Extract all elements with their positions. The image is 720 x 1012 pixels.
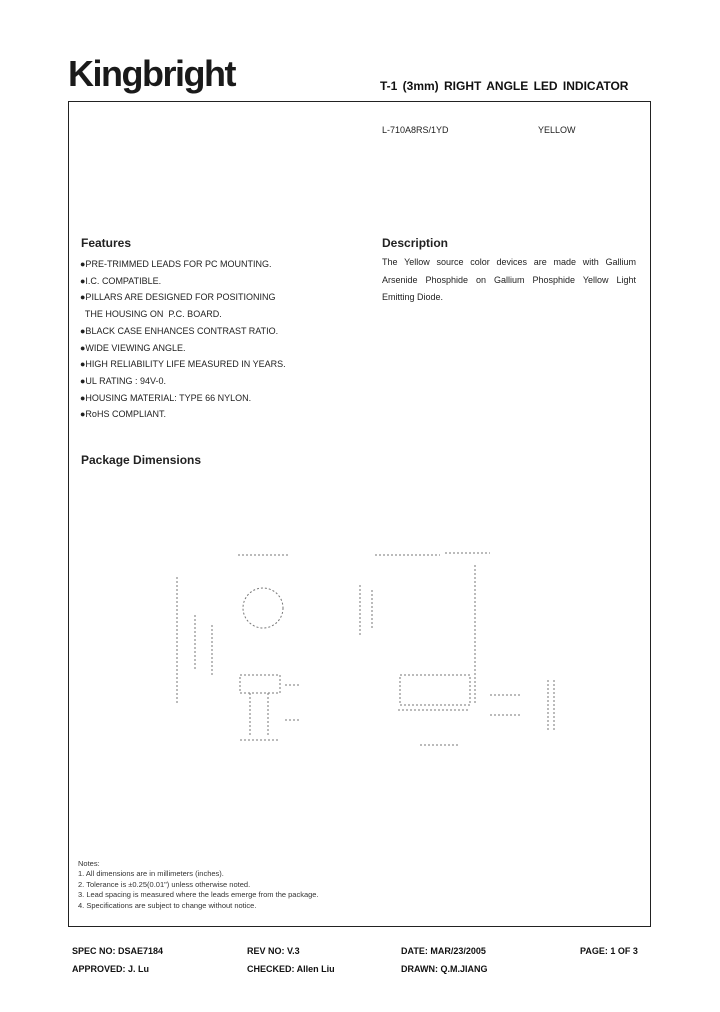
- feature-item: ●BLACK CASE ENHANCES CONTRAST RATIO.: [80, 325, 279, 336]
- content-frame: [68, 101, 651, 927]
- note-item: 4. Specifications are subject to change without notice.: [78, 900, 257, 910]
- document-title: T-1 (3mm) RIGHT ANGLE LED INDICATOR: [380, 79, 629, 93]
- feature-item: THE HOUSING ON P.C. BOARD.: [80, 309, 222, 320]
- description-heading: Description: [382, 236, 449, 250]
- part-color: YELLOW: [538, 125, 576, 135]
- feature-item: ●WIDE VIEWING ANGLE.: [80, 342, 186, 353]
- revision-number: REV NO: V.3: [247, 946, 300, 956]
- document-date: DATE: MAR/23/2005: [401, 946, 486, 956]
- feature-item: ●HIGH RELIABILITY LIFE MEASURED IN YEARS.: [80, 359, 286, 370]
- notes-block: [78, 859, 319, 911]
- feature-item: ●RoHS COMPLIANT.: [80, 409, 166, 420]
- feature-item: ●I.C. COMPATIBLE.: [80, 275, 162, 286]
- features-heading: Features: [81, 236, 132, 250]
- brand-logo: Kingbright: [68, 53, 235, 94]
- drawn-by: DRAWN: Q.M.JIANG: [401, 964, 488, 974]
- description-text: The Yellow source color devices are made with Gallium Arsenide Phosphide on Gallium Phosphide Yellow Light Emitting Diode.: [382, 257, 636, 302]
- feature-item: ●PILLARS ARE DESIGNED FOR POSITIONING: [80, 292, 276, 303]
- package-dimensions-drawing: [150, 535, 580, 775]
- notes-heading: Notes:: [78, 859, 100, 868]
- checked-by: CHECKED: Allen Liu: [247, 964, 335, 974]
- note-item: 3. Lead spacing is measured where the leads emerge from the package.: [78, 890, 319, 900]
- spec-number: SPEC NO: DSAE7184: [72, 946, 164, 956]
- features-list: [80, 256, 370, 423]
- note-item: 1. All dimensions are in millimeters (inches).: [78, 869, 224, 879]
- approved-by: APPROVED: J. Lu: [72, 964, 150, 974]
- feature-item: ●UL RATING : 94V-0.: [80, 375, 166, 386]
- note-item: 2. Tolerance is ±0.25(0.01") unless otherwise noted.: [78, 879, 251, 889]
- feature-item: ●PRE-TRIMMED LEADS FOR PC MOUNTING.: [80, 259, 272, 269]
- page-indicator: PAGE: 1 OF 3: [580, 946, 638, 956]
- lens-outline: [243, 588, 283, 628]
- package-dimensions-heading: Package Dimensions: [81, 453, 202, 467]
- part-number: L-710A8RS/1YD: [382, 125, 449, 135]
- feature-item: ●HOUSING MATERIAL: TYPE 66 NYLON.: [80, 392, 252, 403]
